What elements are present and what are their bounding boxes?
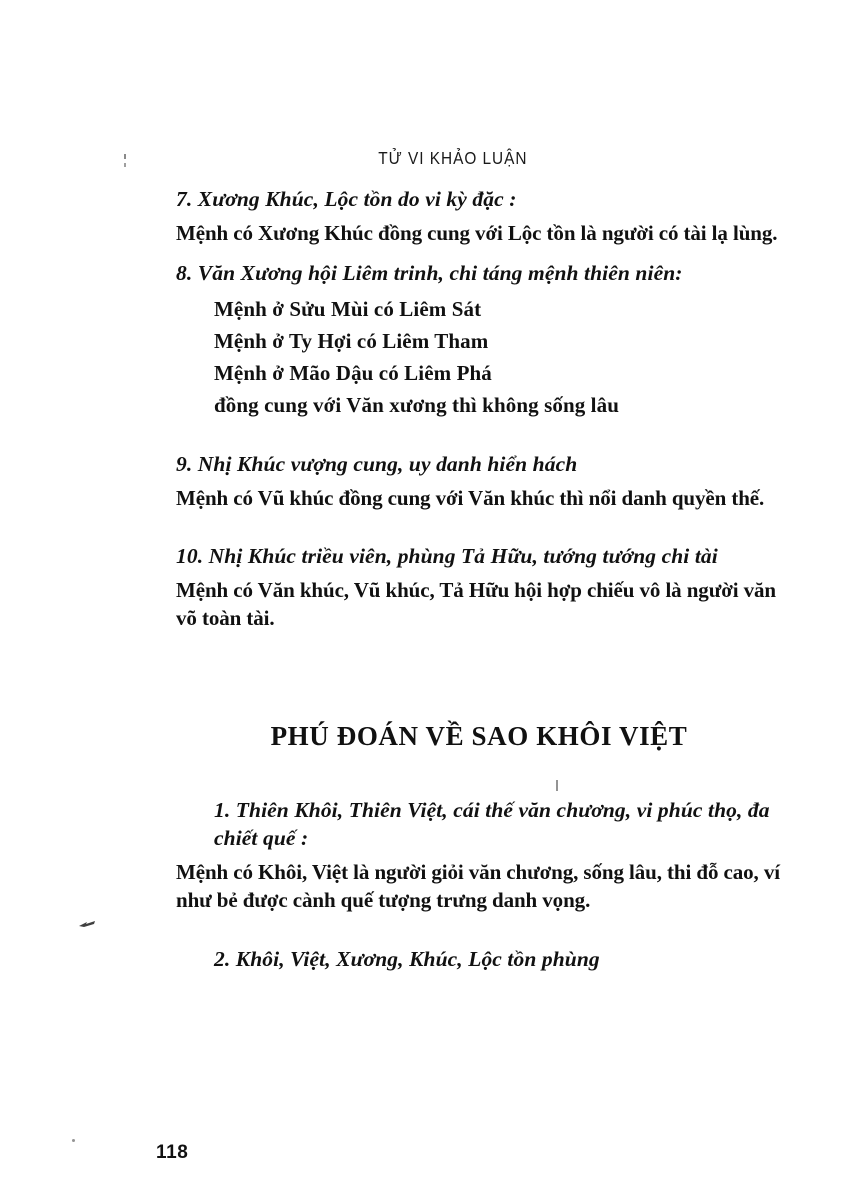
spacer	[176, 421, 796, 451]
margin-mark-icon	[78, 920, 96, 928]
spacer	[176, 248, 796, 260]
chapter-entry-heading-2: 2. Khôi, Việt, Xương, Khúc, Lộc tồn phùng	[214, 946, 600, 971]
chapter-title: PHÚ ĐOÁN VỀ SAO KHÔI VIỆT	[270, 721, 688, 752]
spacer	[176, 513, 796, 543]
section-body-7: Mệnh có Xương Khúc đồng cung với Lộc tồn là người có tài lạ lùng.	[176, 220, 778, 245]
spacer	[176, 677, 796, 721]
scan-speckle-icon	[124, 154, 126, 159]
running-header: TỬ VI KHẢO LUẬN	[378, 148, 528, 168]
chapter-entry-heading-1: 1. Thiên Khôi, Thiên Việt, cái thế văn chương, vi phúc thọ, đa chiết quế :	[214, 798, 770, 851]
section-heading-10: 10. Nhị Khúc triều viên, phùng Tả Hữu, tướng tướng chi tài	[176, 544, 718, 569]
scan-speckle-icon	[124, 163, 126, 167]
chapter-entry-body-1: Mệnh có Khôi, Việt là người giỏi văn chương, sống lâu, thi đỗ cao, ví như bẻ được cành quế tượng trưng danh vọng.	[176, 859, 780, 912]
section-heading-9: 9. Nhị Khúc vượng cung, uy danh hiển hách	[176, 452, 578, 477]
spacer	[176, 633, 796, 677]
section-8-list	[176, 294, 796, 422]
spacer	[176, 915, 796, 945]
list-item: Mệnh ở Mão Dậu có Liêm Phá	[214, 360, 492, 385]
page-number: 118	[156, 1142, 189, 1163]
list-item: Mệnh ở Ty Hợi có Liêm Tham	[214, 328, 489, 353]
scan-speckle-icon	[556, 780, 558, 791]
section-body-9: Mệnh có Vũ khúc đồng cung với Văn khúc thì nổi danh quyền thế.	[176, 486, 765, 511]
list-item: Mệnh ở Sửu Mùi có Liêm Sát	[214, 296, 482, 321]
section-heading-8: 8. Văn Xương hội Liêm trinh, chi táng mệnh thiên niên:	[176, 260, 683, 285]
page-content	[176, 186, 796, 979]
scan-speckle-icon	[72, 1139, 75, 1142]
list-item: đồng cung với Văn xương thì không sống lâu	[214, 392, 619, 417]
spacer	[176, 752, 796, 796]
section-body-10: Mệnh có Văn khúc, Vũ khúc, Tả Hữu hội hợp chiếu vô là người văn võ toàn tài.	[176, 578, 777, 631]
section-heading-7: 7. Xương Khúc, Lộc tồn do vi kỳ đặc :	[176, 187, 517, 211]
